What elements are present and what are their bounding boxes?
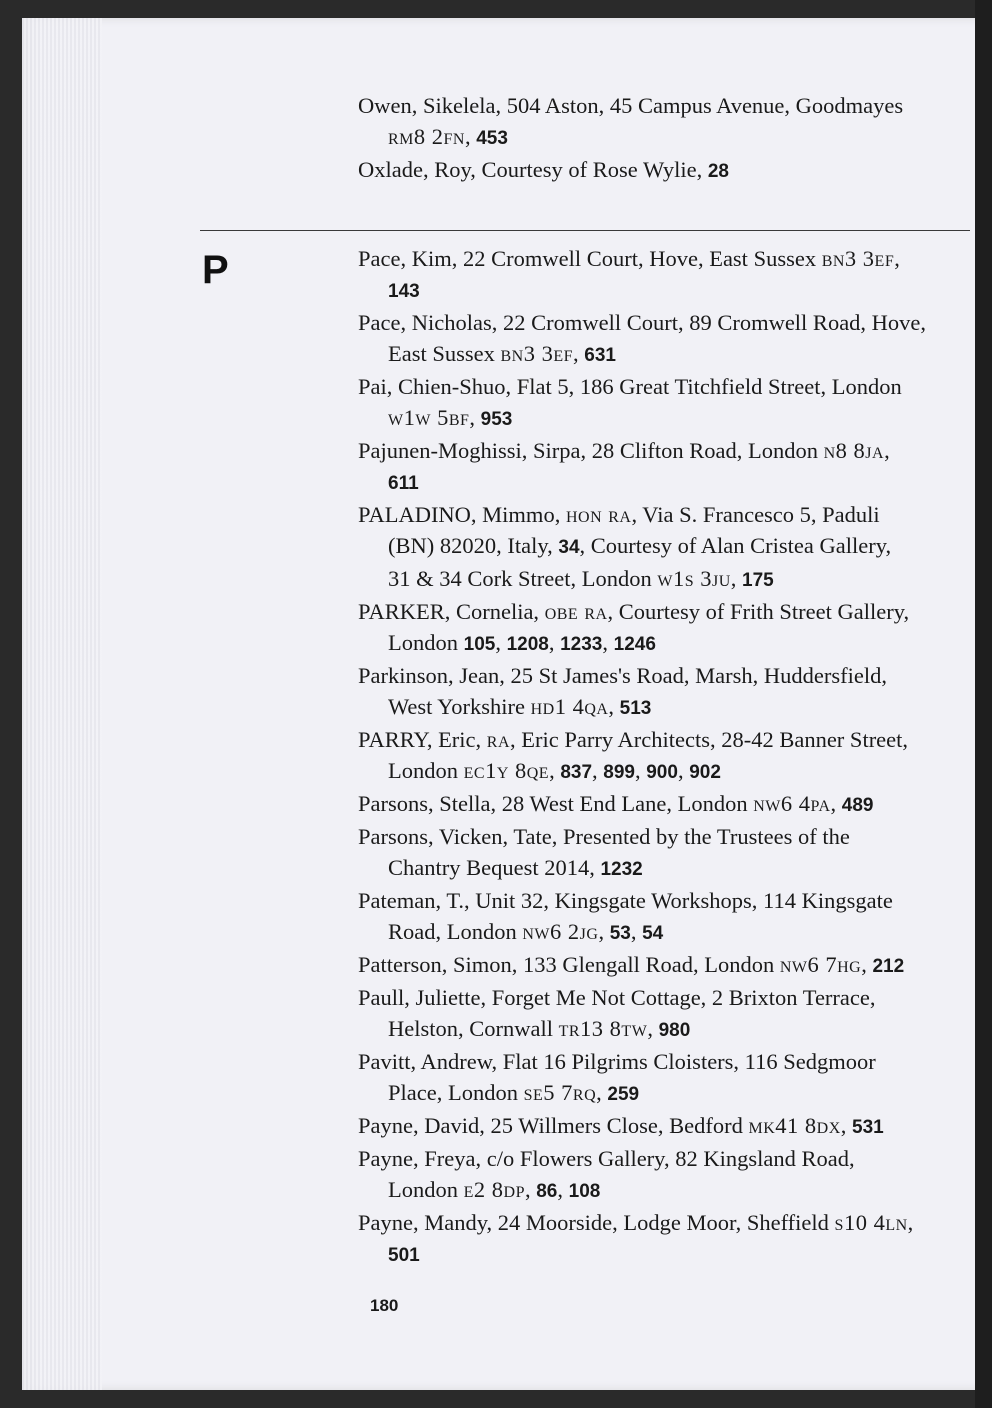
postcode: w1s 3ju (657, 566, 731, 591)
entry-text: Pavitt, Andrew, Flat 16 Pilgrims Cloisters, 116 Sedgmoor (358, 1049, 876, 1074)
page-reference: 143 (388, 281, 420, 302)
entry-text: , (894, 246, 900, 271)
page-reference: 837 (560, 762, 593, 783)
entry-text: , Via S. Francesco 5, Paduli (631, 502, 880, 527)
postcode: se5 7rq (523, 1080, 597, 1105)
page-reference: 259 (607, 1084, 640, 1105)
entry-text: Helston, Cornwall (388, 1016, 559, 1041)
index-entry (358, 1046, 970, 1110)
entry-line (358, 1013, 970, 1046)
entry-line (358, 90, 970, 121)
entry-text: PARKER, Cornelia, (358, 599, 545, 624)
entry-text: , (677, 758, 690, 783)
index-entry (358, 435, 970, 499)
postcode: s10 4ln (834, 1210, 908, 1235)
entry-line (358, 916, 970, 949)
entry-line (358, 466, 970, 499)
index-entry (358, 371, 970, 435)
entry-text: Pace, Kim, 22 Cromwell Court, Hove, East Sussex (358, 246, 822, 271)
page-reference: 34 (558, 537, 580, 558)
entry-line (358, 530, 970, 563)
entry-line (358, 243, 970, 274)
entry-text: London (388, 630, 464, 655)
index-entry (358, 885, 970, 949)
entry-text: , Eric Parry Architects, 28-42 Banner Street, (510, 727, 909, 752)
page-reference: 980 (658, 1020, 691, 1041)
page-reference: 1233 (560, 634, 603, 655)
page-reference: 611 (388, 473, 419, 494)
entry-text: , (630, 919, 643, 944)
page-reference: 1208 (506, 634, 549, 655)
entry-text: East Sussex (388, 341, 501, 366)
index-entry (358, 499, 970, 596)
entry-line (358, 1077, 970, 1110)
entry-text: Parsons, Stella, 28 West End Lane, London (358, 791, 754, 816)
entry-text: Parkinson, Jean, 25 St James's Road, Marsh, Huddersfield, (358, 663, 887, 688)
entry-line (358, 788, 970, 821)
index-entry (358, 154, 970, 187)
entry-text: , Courtesy of Frith Street Gallery, (607, 599, 910, 624)
entry-text: , (592, 758, 604, 783)
entry-text: Place, London (388, 1080, 524, 1105)
page-reference: 1232 (600, 859, 643, 880)
entry-line (358, 691, 970, 724)
entry-line (358, 852, 970, 885)
postcode: mk41 8dx (748, 1113, 841, 1138)
entry-text: London (388, 1177, 464, 1202)
entry-line (358, 755, 970, 788)
page-reference: 902 (689, 762, 721, 783)
postcode: n8 8ja (823, 438, 885, 463)
index-entry (358, 243, 970, 307)
entry-text: , (469, 405, 481, 430)
postcode: w1w 5bf (388, 405, 470, 430)
entry-line (358, 1174, 970, 1207)
postcode: obe ra (544, 599, 608, 624)
postcode: ec1y 8qe (463, 758, 550, 783)
entry-line (358, 627, 970, 660)
entry-text: , (548, 630, 561, 655)
entry-line (358, 435, 970, 466)
page-reference: 28 (707, 161, 729, 182)
postcode: bn3 3ef (500, 341, 574, 366)
entry-line (358, 499, 970, 530)
page-reference: 1246 (613, 634, 656, 655)
section-gap (358, 187, 970, 243)
entry-text: , (907, 1210, 914, 1235)
index-entry (358, 1207, 970, 1271)
postcode: nw6 7hg (779, 952, 862, 977)
p-entries (358, 243, 970, 1271)
entry-text: , (495, 630, 507, 655)
page-reference: 900 (646, 762, 678, 783)
entry-line (358, 402, 970, 435)
entry-line (358, 821, 970, 852)
entry-text: , (884, 438, 890, 463)
entry-line (358, 338, 970, 371)
entry-line (358, 982, 970, 1013)
entry-text: Pajunen-Moghissi, Sirpa, 28 Clifton Road, London (358, 438, 824, 463)
index-entry (358, 307, 970, 371)
page-reference: 53 (609, 923, 631, 944)
page-reference: 175 (742, 570, 774, 591)
entry-text: , (861, 952, 873, 977)
entry-text: Owen, Sikelela, 504 Aston, 45 Campus Avenue, Goodmayes (358, 93, 904, 118)
index-entry (358, 821, 970, 885)
index-entry (358, 949, 970, 982)
entry-text: , (830, 791, 842, 816)
page-reference: 105 (463, 634, 496, 655)
postcode: nw6 2jg (522, 919, 599, 944)
entry-text: , (730, 566, 743, 591)
entry-text: 31 & 34 Cork Street, London (388, 566, 658, 591)
page-reference: 108 (568, 1181, 601, 1202)
page-number: 180 (370, 1296, 399, 1315)
entry-line (358, 371, 970, 402)
postcode: hd1 4qa (530, 694, 609, 719)
page-edge (22, 18, 102, 1390)
page-reference: 86 (536, 1181, 558, 1202)
entry-text: , (634, 758, 647, 783)
postcode: tr13 8tw (558, 1016, 648, 1041)
entry-text: , (464, 124, 477, 149)
top-entries (358, 90, 970, 187)
entry-line (358, 307, 970, 338)
entry-text: , (840, 1113, 853, 1138)
index-entries (358, 90, 970, 1271)
page-reference: 54 (642, 923, 664, 944)
entry-text: , (549, 758, 561, 783)
entry-text: , (602, 630, 614, 655)
page-reference: 489 (841, 795, 874, 816)
entry-text: (BN) 82020, Italy, (388, 533, 559, 558)
page-reference: 531 (852, 1117, 884, 1138)
postcode: nw6 4pa (753, 791, 831, 816)
entry-line (358, 154, 970, 187)
entry-line (358, 724, 970, 755)
page-reference: 212 (872, 956, 905, 977)
entry-text: Payne, Freya, c/o Flowers Gallery, 82 Kingsland Road, (358, 1146, 855, 1171)
entry-text: Payne, Mandy, 24 Moorside, Lodge Moor, Sheffield (358, 1210, 835, 1235)
entry-line (358, 596, 970, 627)
entry-text: , Courtesy of Alan Cristea Gallery, (579, 533, 892, 558)
postcode: ra (486, 727, 511, 752)
entry-line (358, 949, 970, 982)
entry-text: PARRY, Eric, (358, 727, 487, 752)
entry-text: London (388, 758, 464, 783)
entry-line (358, 121, 970, 154)
postcode: bn3 3ef (821, 246, 895, 271)
entry-text: , (573, 341, 585, 366)
entry-text: Pace, Nicholas, 22 Cromwell Court, 89 Cromwell Road, Hove, (358, 310, 927, 335)
entry-line (358, 1143, 970, 1174)
entry-text: Oxlade, Roy, Courtesy of Rose Wylie, (358, 157, 708, 182)
entry-text: Patterson, Simon, 133 Glengall Road, London (358, 952, 780, 977)
entry-text: Parsons, Vicken, Tate, Presented by the Trustees of the (358, 824, 850, 849)
entry-text: , (524, 1177, 537, 1202)
background-edge (975, 0, 992, 1408)
postcode: e2 8dp (463, 1177, 525, 1202)
postcode: hon ra (565, 502, 632, 527)
page-reference: 513 (619, 698, 652, 719)
entry-text: Pateman, T., Unit 32, Kingsgate Workshops, 114 Kingsgate (358, 888, 893, 913)
entry-line (358, 1110, 970, 1143)
entry-line (358, 1238, 970, 1271)
page-reference: 453 (476, 128, 508, 149)
entry-text: , (647, 1016, 659, 1041)
postcode: rm8 2fn (388, 124, 465, 149)
index-entry (358, 982, 970, 1046)
page-reference: 953 (480, 409, 513, 430)
index-entry (358, 1110, 970, 1143)
entry-text: , (608, 694, 620, 719)
index-entry (358, 90, 970, 154)
entry-text: Payne, David, 25 Willmers Close, Bedford (358, 1113, 749, 1138)
index-entry (358, 660, 970, 724)
entry-line (358, 1046, 970, 1077)
entry-text: Road, London (388, 919, 523, 944)
entry-text: Pai, Chien-Shuo, Flat 5, 186 Great Titchfield Street, London (358, 374, 902, 399)
entry-line (358, 274, 970, 307)
entry-text: , (596, 1080, 608, 1105)
page-reference: 899 (603, 762, 635, 783)
entry-text: West Yorkshire (388, 694, 531, 719)
section-letter: P (202, 248, 229, 292)
index-entry (358, 724, 970, 788)
index-entry (358, 788, 970, 821)
entry-line (358, 660, 970, 691)
entry-text: , (557, 1177, 569, 1202)
entry-line (358, 885, 970, 916)
entry-line (358, 1207, 970, 1238)
entry-text: Chantry Bequest 2014, (388, 855, 601, 880)
index-entry (358, 596, 970, 660)
entry-text: Paull, Juliette, Forget Me Not Cottage, 2 Brixton Terrace, (358, 985, 876, 1010)
index-entry (358, 1143, 970, 1207)
page-reference: 501 (388, 1245, 420, 1266)
entry-text: PALADINO, Mimmo, (358, 502, 566, 527)
entry-line (358, 563, 970, 596)
page-reference: 631 (584, 345, 616, 366)
entry-text: , (598, 919, 610, 944)
